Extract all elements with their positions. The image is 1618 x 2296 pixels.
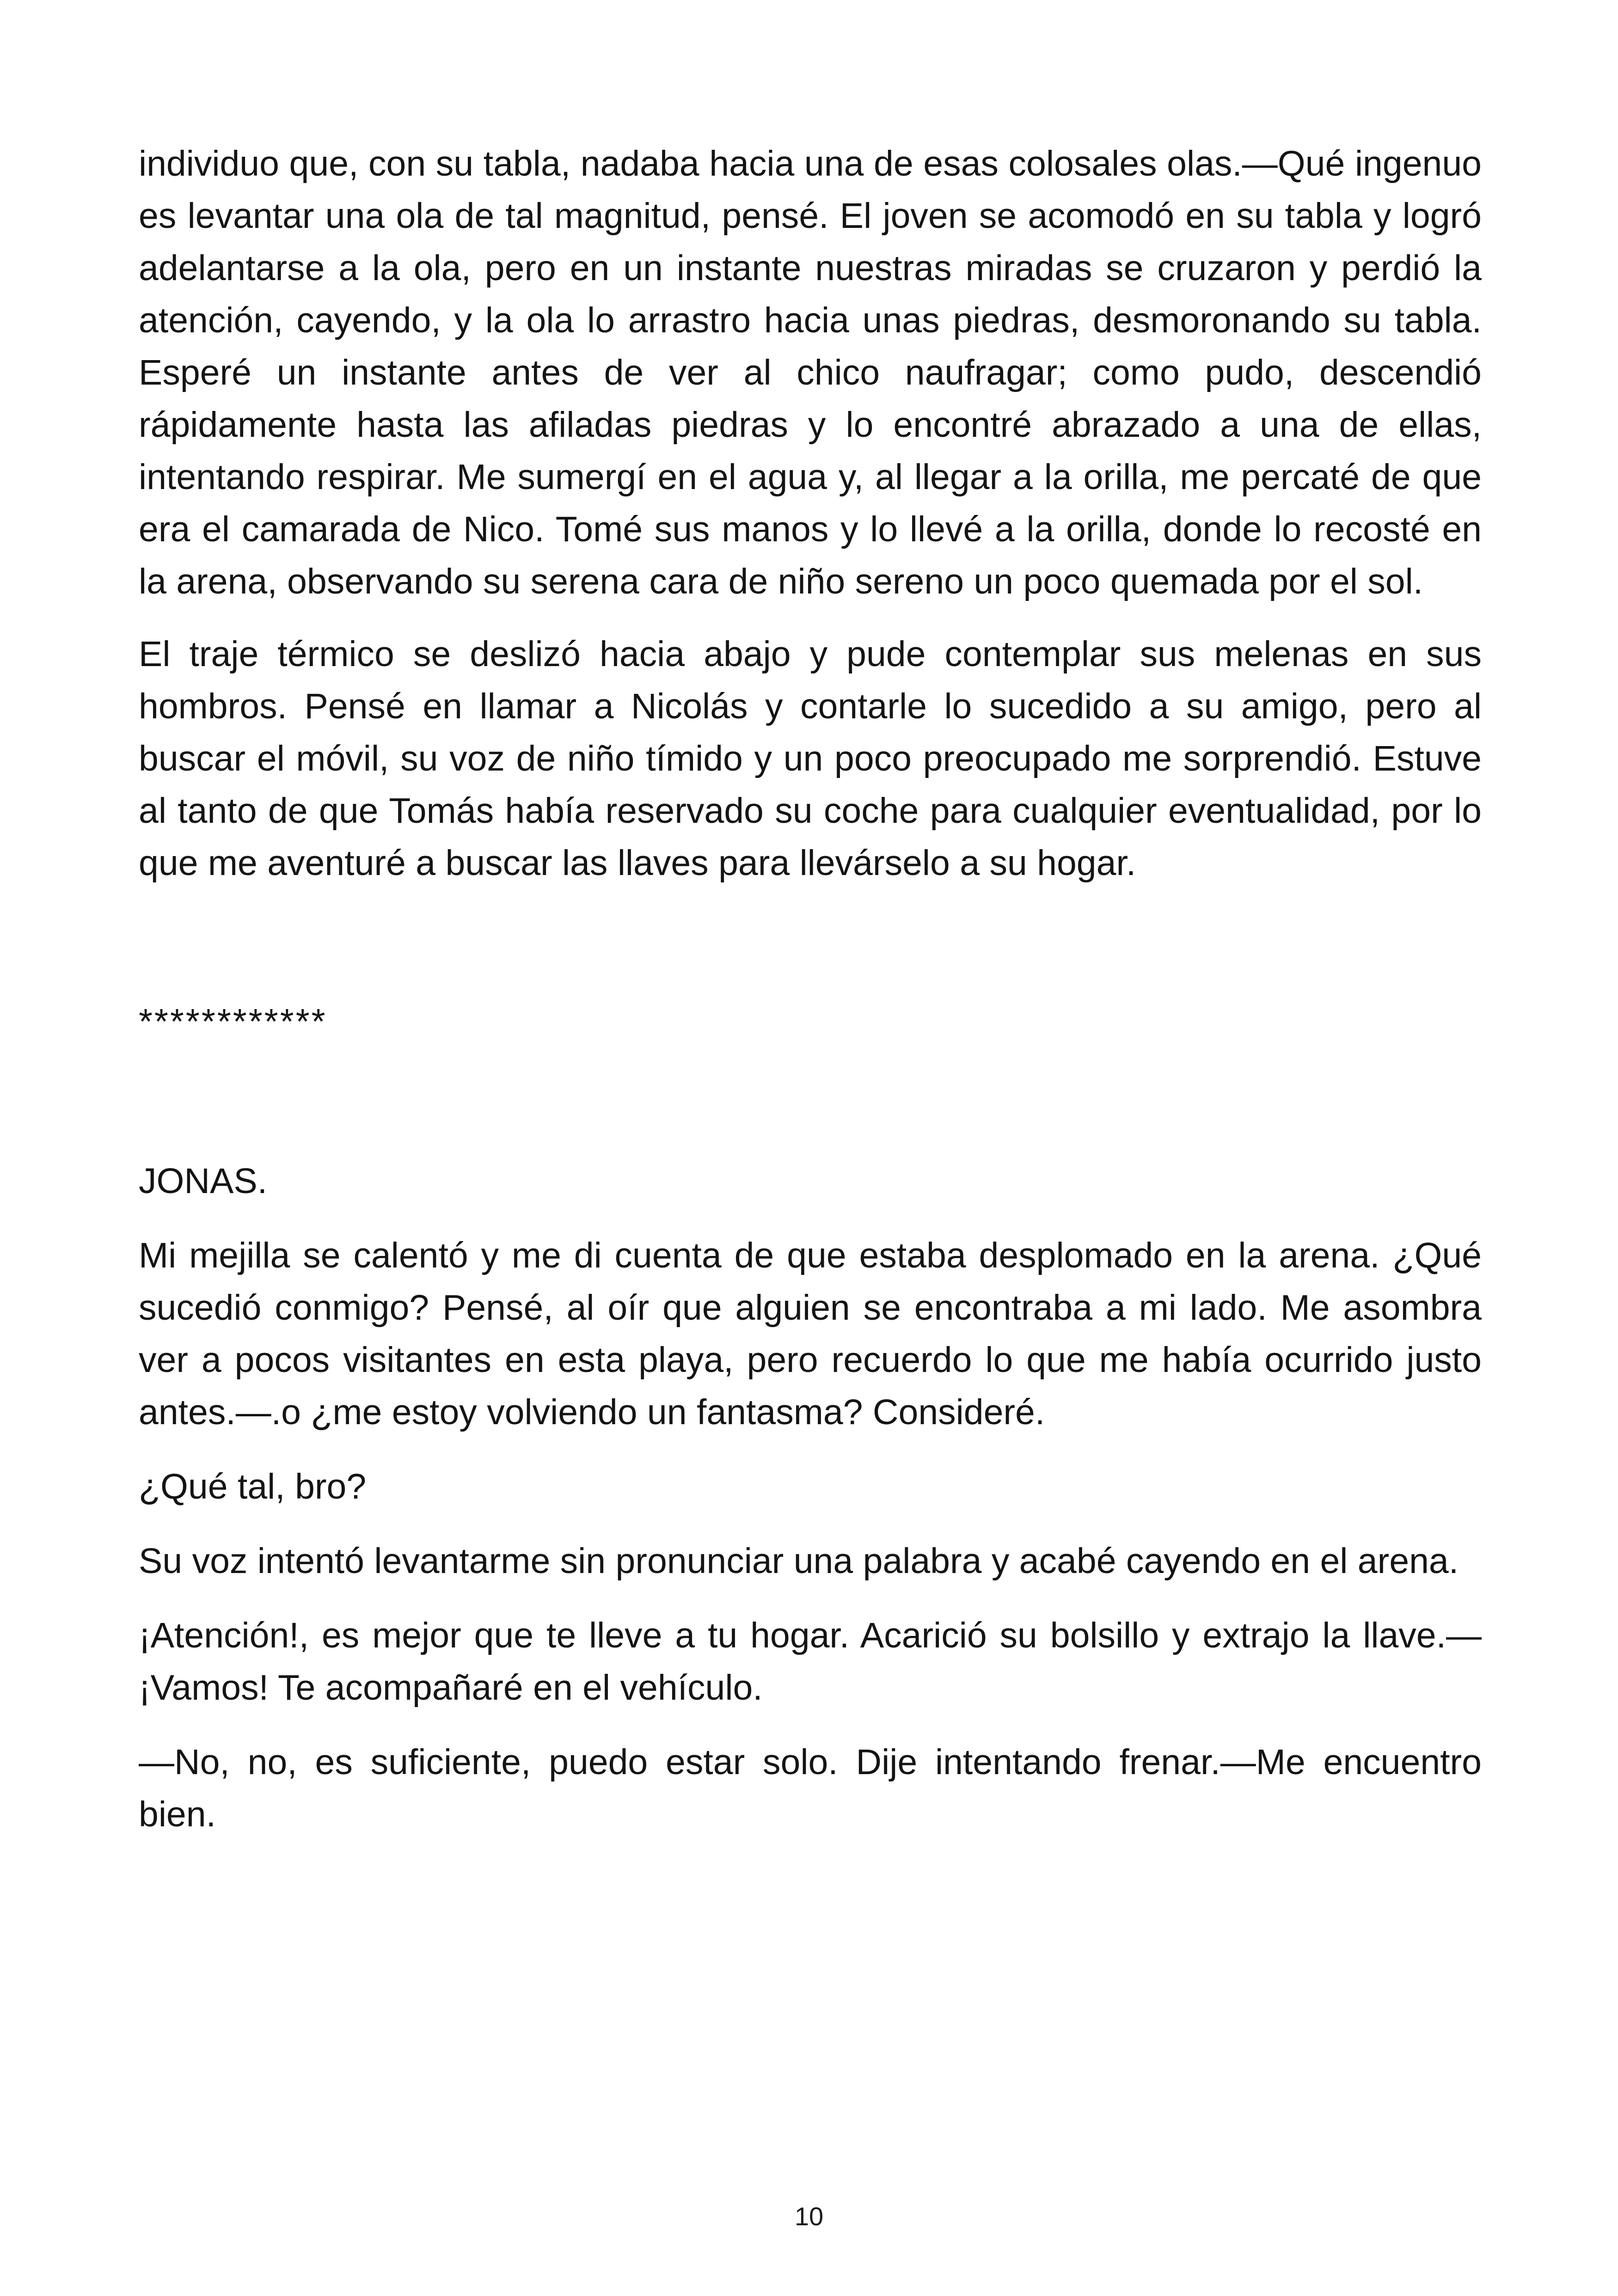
paragraph-3: Mi mejilla se calentó y me di cuenta de que estaba desplomado en la arena. ¿Qué sucedió conmigo? Pensé, al oír que alguien se encontraba a mi lado. Me asombra ver a pocos visitantes en esta playa, pero recuerdo lo que me había ocurrido justo antes.—.o ¿me estoy volviendo un fantasma? Consideré. — [139, 1236, 1482, 1432]
page-number: 10 — [794, 2202, 824, 2231]
paragraph-6: ¡Atención!, es mejor que te lleve a tu hogar. Acarició su bolsillo y extrajo la llave.— ¡Vamos! Te acompañaré en el vehículo. — [139, 1616, 1482, 1708]
section-heading: JONAS. — [139, 1161, 268, 1201]
paragraph-7: —No, no, es suficiente, puedo estar solo. Dije intentando frenar.—Me encuentro bien. — [139, 1742, 1482, 1834]
body-text — [139, 138, 1482, 1841]
paragraph-5: Su voz intentó levantarme sin pronunciar una palabra y acabé cayendo en el arena. — [139, 1541, 1459, 1581]
paragraph-4: ¿Qué tal, bro? — [139, 1467, 367, 1506]
paragraph-2: El traje térmico se deslizó hacia abajo y pude contemplar sus melenas en sus hombros. Pensé en llamar a Nicolás y contarle lo sucedido a su amigo, pero al buscar el móvil, su voz de niño tímido y un poco preocupado me sorprendió. Estuve al tanto de que Tomás había reservado su coche para cualquier eventualidad, por lo que me aventuré a buscar las llaves para llevárselo a su hogar. — [139, 634, 1482, 883]
paragraph-1: individuo que, con su tabla, nadaba hacia una de esas colosales olas.—Qué ingenuo es levantar una ola de tal magnitud, pensé. El joven se acomodó en su tabla y logró adelantarse a la ola, pero en un instante nuestras miradas se cruzaron y perdió la atención, cayendo, y la ola lo arrastro hacia unas piedras, desmoronando su tabla. Esperé un instante antes de ver al chico naufragar; como pudo, descendió rápidamente hasta las afiladas piedras y lo encontré abrazado a una de ellas, intentando respirar. Me sumergí en el agua y, al llegar a la orilla, me percaté de que era el camarada de Nico. Tomé sus manos y lo llevé a la orilla, donde lo recosté en la arena, observando su serena cara de niño sereno un poco quemada por el sol. — [139, 144, 1482, 601]
section-separator: ************ — [139, 1002, 327, 1041]
